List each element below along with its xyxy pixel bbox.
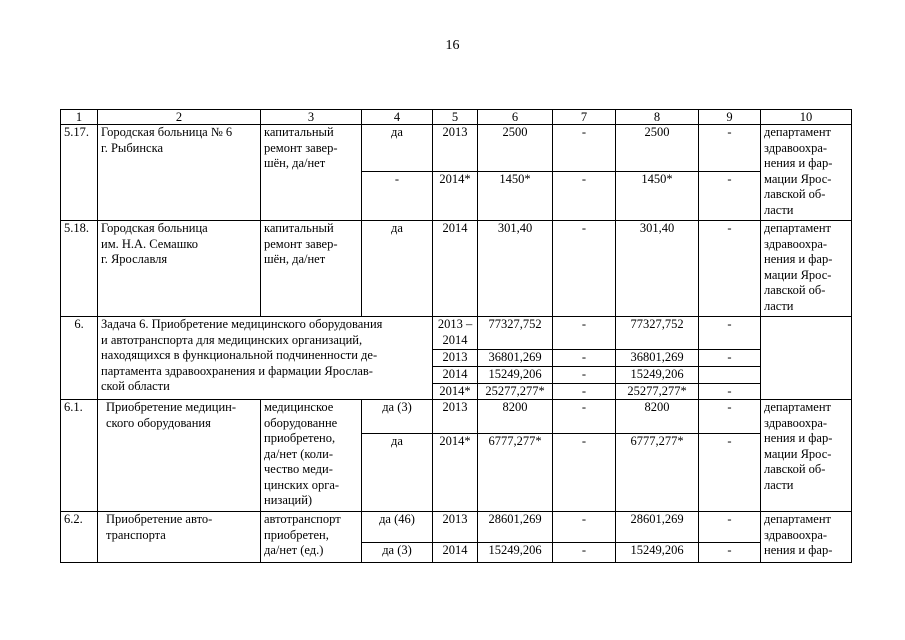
other-amount: - (699, 434, 761, 512)
col-header: 5 (433, 110, 478, 125)
federal-amount: - (553, 221, 616, 317)
total-amount: 77327,752 (478, 317, 553, 350)
executor: департамент здравоохра- нения и фар- мации Ярос- лавской об- ласти (761, 400, 852, 512)
year-cell: 2013 (433, 125, 478, 172)
regional-amount: 15249,206 (616, 543, 699, 563)
measure-name: Приобретение медицин- ского оборудования (98, 400, 261, 512)
federal-amount: - (553, 383, 616, 400)
row-number: 6.2. (61, 512, 98, 563)
total-amount: 2500 (478, 125, 553, 172)
result-indicator: капитальный ремонт завер- шён, да/нет (261, 221, 362, 317)
indicator-value: да (362, 434, 433, 512)
year-cell: 2014 (433, 367, 478, 384)
header-row (61, 110, 852, 125)
total-amount: 36801,269 (478, 350, 553, 367)
regional-amount: 36801,269 (616, 350, 699, 367)
year-cell: 2013 – 2014 (433, 317, 478, 350)
indicator-value: да (362, 221, 433, 317)
col-header: 10 (761, 110, 852, 125)
col-header: 4 (362, 110, 433, 125)
year-cell: 2014 (433, 543, 478, 563)
regional-amount: 28601,269 (616, 512, 699, 543)
result-indicator: капитальный ремонт завер- шён, да/нет (261, 125, 362, 221)
total-amount: 25277,277* (478, 383, 553, 400)
year-cell: 2014 (433, 221, 478, 317)
federal-amount: - (553, 317, 616, 350)
federal-amount: - (553, 172, 616, 221)
measure-name: Приобретение авто- транспорта (98, 512, 261, 563)
regional-amount: 8200 (616, 400, 699, 434)
year-cell: 2013 (433, 350, 478, 367)
total-amount: 6777,277* (478, 434, 553, 512)
federal-amount: - (553, 400, 616, 434)
executor (761, 317, 852, 400)
regional-amount: 301,40 (616, 221, 699, 317)
regional-amount: 1450* (616, 172, 699, 221)
total-amount: 301,40 (478, 221, 553, 317)
result-indicator: автотранспорт приобретен, да/нет (ед.) (261, 512, 362, 563)
col-header: 7 (553, 110, 616, 125)
table-row (61, 317, 852, 350)
result-indicator: медицинское оборудованне приобретено, да/нет (коли- чество меди- цинских орга- низаций) (261, 400, 362, 512)
table-row (61, 512, 852, 543)
year-cell: 2014* (433, 172, 478, 221)
other-amount (699, 367, 761, 384)
other-amount: - (699, 383, 761, 400)
total-amount: 8200 (478, 400, 553, 434)
year-cell: 2013 (433, 512, 478, 543)
table-row (61, 400, 852, 434)
regional-amount: 6777,277* (616, 434, 699, 512)
other-amount: - (699, 400, 761, 434)
indicator-value: да (3) (362, 400, 433, 434)
executor: департамент здравоохра- нения и фар- мации Ярос- лавской об- ласти (761, 221, 852, 317)
other-amount: - (699, 317, 761, 350)
indicator-value: да (362, 125, 433, 172)
total-amount: 28601,269 (478, 512, 553, 543)
other-amount: - (699, 221, 761, 317)
year-cell: 2013 (433, 400, 478, 434)
other-amount: - (699, 125, 761, 172)
row-number: 5.18. (61, 221, 98, 317)
federal-amount: - (553, 434, 616, 512)
year-cell: 2014* (433, 383, 478, 400)
federal-amount: - (553, 512, 616, 543)
row-number: 5.17. (61, 125, 98, 221)
federal-amount: - (553, 125, 616, 172)
col-header: 8 (616, 110, 699, 125)
regional-amount: 25277,277* (616, 383, 699, 400)
federal-amount: - (553, 367, 616, 384)
other-amount: - (699, 512, 761, 543)
measure-name: Городская больница № 6 г. Рыбинска (98, 125, 261, 221)
col-header: 3 (261, 110, 362, 125)
indicator-value: - (362, 172, 433, 221)
regional-amount: 77327,752 (616, 317, 699, 350)
year-cell: 2014* (433, 434, 478, 512)
table-row (61, 221, 852, 317)
total-amount: 1450* (478, 172, 553, 221)
federal-amount: - (553, 350, 616, 367)
table-row (61, 125, 852, 172)
indicator-value: да (46) (362, 512, 433, 543)
other-amount: - (699, 543, 761, 563)
total-amount: 15249,206 (478, 543, 553, 563)
row-number: 6. (61, 317, 98, 400)
col-header: 9 (699, 110, 761, 125)
page-number: 16 (445, 38, 460, 53)
col-header: 6 (478, 110, 553, 125)
executor: департамент здравоохра- нения и фар- (761, 512, 852, 563)
row-number: 6.1. (61, 400, 98, 512)
task-title: Задача 6. Приобретение медицинского оборудования и автотранспорта для медицинских организаций, находящихся в функциональной подчиненности де- партамента здравоохранения и фармации Ярослав- ской области (98, 317, 433, 400)
indicator-value: да (3) (362, 543, 433, 563)
col-header: 2 (98, 110, 261, 125)
federal-amount: - (553, 543, 616, 563)
regional-amount: 15249,206 (616, 367, 699, 384)
total-amount: 15249,206 (478, 367, 553, 384)
executor: департамент здравоохра- нения и фар- мации Ярос- лавской об- ласти (761, 125, 852, 221)
regional-amount: 2500 (616, 125, 699, 172)
other-amount: - (699, 350, 761, 367)
col-header: 1 (61, 110, 98, 125)
measures-table (60, 109, 852, 563)
measure-name: Городская больница им. Н.А. Семашко г. Ярославля (98, 221, 261, 317)
other-amount: - (699, 172, 761, 221)
